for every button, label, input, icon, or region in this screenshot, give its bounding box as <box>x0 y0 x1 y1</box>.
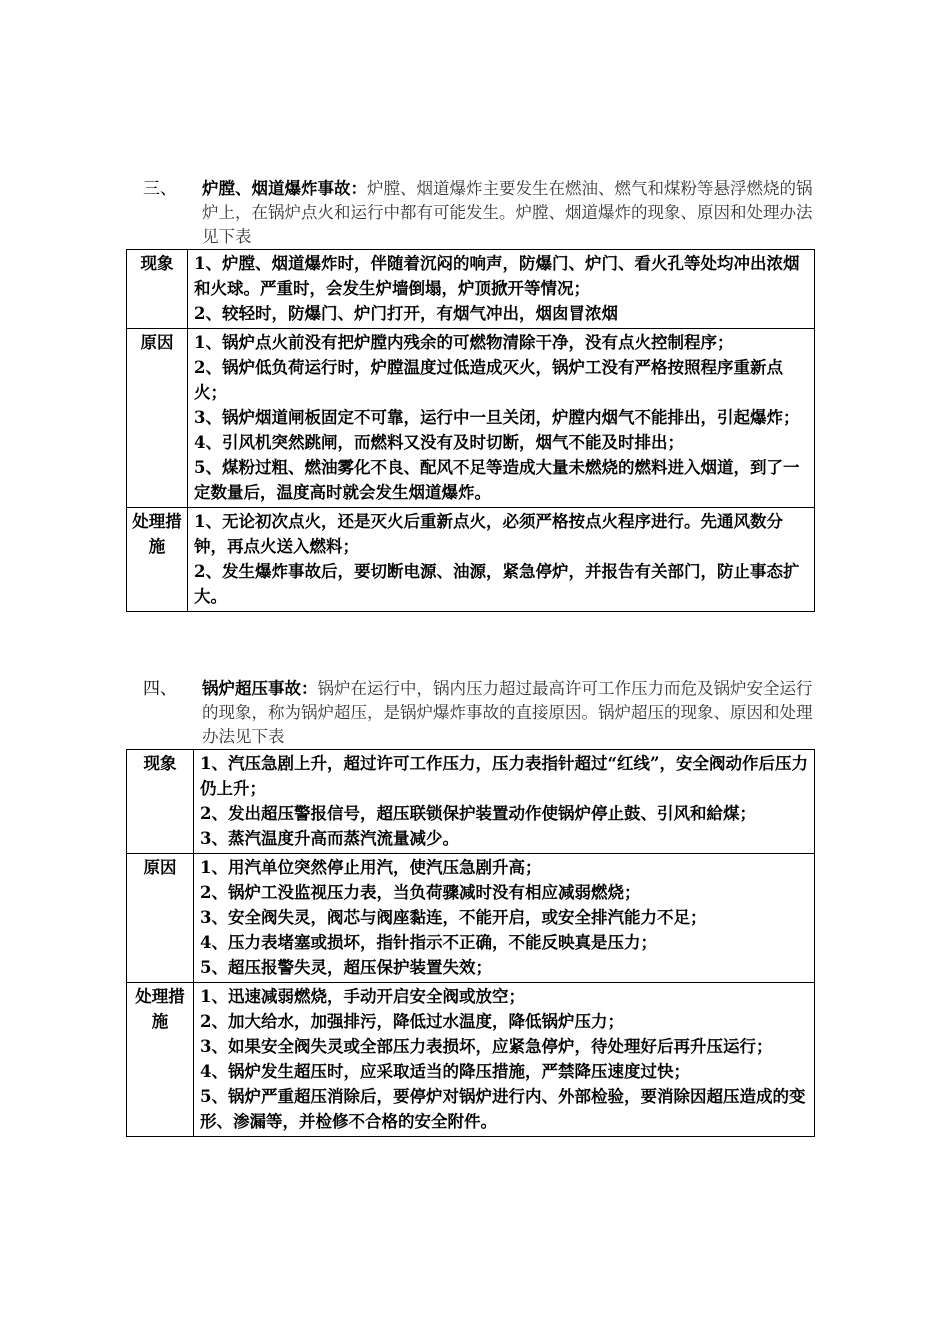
table-row <box>127 983 815 1137</box>
section-intro-paragraph <box>202 677 814 749</box>
content-line: 1、迅速减弱燃烧，手动开启安全阀或放空； <box>200 987 525 1006</box>
table-row <box>127 750 815 854</box>
row-label: 现象 <box>127 750 194 854</box>
content-line: 4、引风机突然跳闸，而燃料又没有及时切断，烟气不能及时排出； <box>194 433 684 452</box>
content-line: 5、锅炉严重超压消除后，要停炉对锅炉进行内、外部检验，要消除因超压造成的变形、渗漏等，并检修不合格的安全附件。 <box>200 1087 806 1131</box>
furnace-explosion-table <box>126 249 815 612</box>
section-number: 四、 <box>143 679 177 699</box>
content-line: 3、安全阀失灵，阀芯与阀座黏连，不能开启，或安全排汽能力不足； <box>200 908 707 927</box>
table-row <box>127 250 815 329</box>
row-label: 处理措施 <box>127 508 188 612</box>
content-line: 1、汽压急剧上升，超过许可工作压力，压力表指针超过“红线”，安全阀动作后压力仍上升； <box>200 754 808 798</box>
content-line: 2、加大给水，加强排污，降低过水温度，降低锅炉压力； <box>200 1012 624 1031</box>
row-content <box>188 329 815 508</box>
content-line: 2、较轻时，防爆门、炉门打开，有烟气冲出，烟囱冒浓烟 <box>194 304 618 323</box>
row-label: 处理措施 <box>127 983 194 1137</box>
content-line: 2、发出超压警报信号，超压联锁保护装置动作使锅炉停止鼓、引风和給煤； <box>200 804 756 823</box>
content-line: 3、蒸汽温度升高而蒸汽流量减少。 <box>200 829 459 848</box>
content-line: 4、锅炉发生超压时，应采取适当的降压措施，严禁降压速度过快； <box>200 1062 690 1081</box>
row-content <box>194 750 815 854</box>
section-intro: 锅炉在运行中，锅内压力超过最高许可工作压力而危及锅炉安全运行的现象，称为锅炉超压，是锅炉爆炸事故的直接原因。锅炉超压的现象、原因和处理办法见下表 <box>202 679 813 746</box>
row-label: 现象 <box>127 250 188 329</box>
content-line: 1、用汽单位突然停止用汽，使汽压急剧升高； <box>200 858 542 877</box>
content-line: 3、如果安全阀失灵或全部压力表损坏，应紧急停炉，待处理好后再升压运行； <box>200 1037 773 1056</box>
content-line: 2、锅炉低负荷运行时，炉膛温度过低造成灭火，锅炉工没有严格按照程序重新点火； <box>194 358 783 402</box>
content-line: 2、锅炉工没监视压力表，当负荷骤减时没有相应减弱燃烧； <box>200 883 641 902</box>
content-line: 5、超压报警失灵，超压保护装置失效； <box>200 958 492 977</box>
section-title: 锅炉超压事故： <box>202 679 318 698</box>
content-line: 1、锅炉点火前没有把炉膛内残余的可燃物清除干净，没有点火控制程序； <box>194 333 734 352</box>
row-content <box>188 250 815 329</box>
row-label: 原因 <box>127 854 194 983</box>
row-content <box>194 983 815 1137</box>
content-line: 3、锅炉烟道闸板固定不可靠，运行中一旦关闭，炉膛内烟气不能排出，引起爆炸； <box>194 408 800 427</box>
content-line: 1、炉膛、烟道爆炸时，伴随着沉闷的响声，防爆门、炉门、看火孔等处均冲出浓烟和火球。严重时，会发生炉墙倒塌，炉顶掀开等情况； <box>194 254 800 298</box>
row-label: 原因 <box>127 329 188 508</box>
table-row <box>127 329 815 508</box>
content-line: 1、无论初次点火，还是灭火后重新点火，必须严格按点火程序进行。先通风数分钟，再点火送入燃料； <box>194 512 783 556</box>
section-title: 炉膛、烟道爆炸事故： <box>202 179 367 198</box>
row-content <box>194 854 815 983</box>
boiler-overpressure-table <box>126 749 815 1137</box>
section-number: 三、 <box>143 179 177 199</box>
row-content <box>188 508 815 612</box>
table-row <box>127 508 815 612</box>
content-line: 5、煤粉过粗、燃油雾化不良、配风不足等造成大量未燃烧的燃料进入烟道，到了一定数量后，温度高时就会发生烟道爆炸。 <box>194 458 800 502</box>
content-line: 4、压力表堵塞或损坏，指针指示不正确，不能反映真是压力； <box>200 933 657 952</box>
content-line: 2、发生爆炸事故后，要切断电源、油源，紧急停炉，并报告有关部门，防止事态扩大。 <box>194 562 800 606</box>
section-intro-paragraph <box>202 177 814 249</box>
table-row <box>127 854 815 983</box>
section-intro: 炉膛、烟道爆炸主要发生在燃油、燃气和煤粉等悬浮燃烧的锅炉上，在锅炉点火和运行中都有可能发生。炉膛、烟道爆炸的现象、原因和处理办法见下表 <box>202 179 813 246</box>
